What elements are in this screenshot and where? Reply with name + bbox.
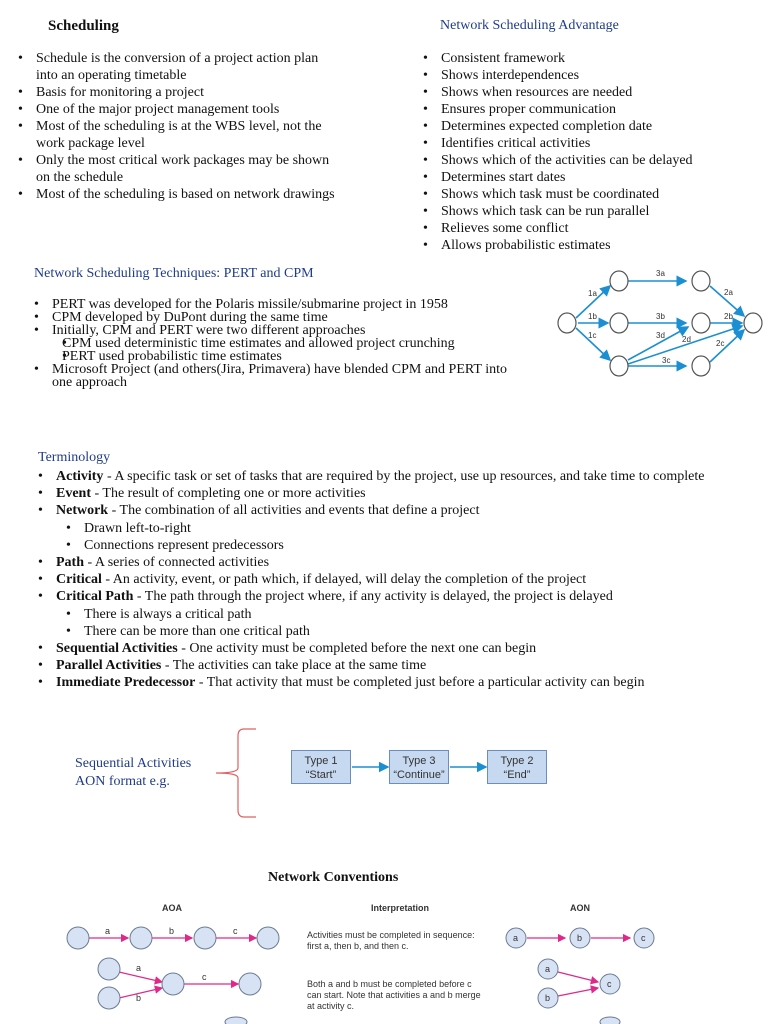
- box-type: Type 3: [402, 755, 436, 767]
- list-item: [36, 640, 766, 657]
- term: Event: [56, 486, 91, 502]
- list-item: • Consistent framework: [421, 50, 761, 67]
- term-definition: - A series of connected activities: [84, 555, 270, 571]
- conv-label: b: [169, 926, 175, 936]
- list-item: • Most of the scheduling is at the WBS level, not the work package level: [16, 118, 336, 152]
- brace: [212, 728, 258, 818]
- list-item: • Shows when resources are needed: [421, 84, 761, 101]
- term: Parallel Activities: [56, 658, 162, 674]
- terminology-title: Terminology: [38, 450, 111, 465]
- col-aon: AON: [570, 903, 590, 913]
- list-item: • Only the most critical work packages may be shown on the schedule: [16, 152, 336, 186]
- list-item: [36, 657, 766, 674]
- interp-line: Activities must be completed in sequence:: [307, 930, 475, 940]
- terminology-list: [36, 468, 766, 692]
- list-item: • Ensures proper communication: [421, 101, 761, 118]
- conventions-title: Network Conventions: [268, 870, 399, 885]
- term: Sequential Activities: [56, 641, 178, 657]
- list-item: [36, 502, 766, 519]
- term: Critical Path: [56, 589, 134, 605]
- conv-label: c: [202, 972, 207, 982]
- conv-label: c: [607, 979, 612, 989]
- network-node: [692, 356, 710, 376]
- network-edge-label: 2d: [682, 335, 691, 344]
- interp-row2: [307, 979, 481, 1012]
- sequential-label: [75, 755, 191, 791]
- list-item: • Shows which task can be run parallel: [421, 203, 761, 220]
- network-edge-label: 1b: [588, 312, 597, 321]
- conv-label: c: [641, 933, 646, 943]
- network-edge-label: 3d: [656, 331, 665, 340]
- network-edge: [628, 326, 742, 364]
- list-item: • Initially, CPM and PERT were two different approaches: [32, 324, 512, 337]
- interp-line: Both a and b must be completed before c: [307, 979, 472, 989]
- term-definition: - The combination of all activities and events that define a project: [108, 503, 480, 519]
- network-edge-label: 3a: [656, 269, 665, 278]
- conv-label: b: [545, 993, 551, 1003]
- term-definition: - An activity, event, or path which, if delayed, will delay the completion of the project: [101, 572, 587, 588]
- conv-label: c: [233, 926, 238, 936]
- conv-label: a: [513, 933, 519, 943]
- conv-label: a: [105, 926, 111, 936]
- list-item: • Connections represent predecessors: [36, 537, 766, 554]
- list-item: • Shows which of the activities can be delayed: [421, 152, 761, 169]
- term-definition: - The path through the project where, if any activity is delayed, the project is delayed: [133, 589, 613, 605]
- term-definition: - That activity that must be completed just before a particular activity can begin: [195, 675, 645, 691]
- list-item: • There can be more than one critical path: [36, 623, 766, 640]
- techniques-title: Network Scheduling Techniques: PERT and CPM: [34, 266, 314, 281]
- interp-line: can start. Note that activities a and b merge: [307, 990, 481, 1000]
- list-item: • Allows probabilistic estimates: [421, 237, 761, 254]
- list-item: • Basis for monitoring a project: [16, 84, 336, 101]
- term-definition: - One activity must be completed before the next one can begin: [177, 641, 537, 657]
- network-edge-label: 1c: [588, 331, 597, 340]
- list-item: • Shows interdependences: [421, 67, 761, 84]
- sequential-label-line: AON format e.g.: [75, 774, 170, 789]
- scheduling-title: Scheduling: [48, 18, 119, 34]
- scheduling-list: [16, 50, 336, 203]
- network-node: [610, 356, 628, 376]
- list-item: [36, 485, 766, 502]
- network-edge-label: 2c: [716, 339, 725, 348]
- advantage-list: [421, 50, 761, 254]
- sequence-arrows: [350, 760, 490, 774]
- term: Immediate Predecessor: [56, 675, 196, 691]
- list-item: • PERT was developed for the Polaris missile/submarine project in 1958: [32, 298, 512, 311]
- network-diagram: [552, 264, 766, 384]
- term: Network: [56, 503, 109, 519]
- network-edge-label: 2b: [724, 312, 733, 321]
- list-item: [36, 588, 766, 605]
- term: Path: [56, 555, 84, 571]
- list-item: • CPM used deterministic time estimates and allowed project crunching: [32, 337, 512, 350]
- col-interpretation: Interpretation: [371, 903, 430, 913]
- list-item: • One of the major project management tools: [16, 101, 336, 118]
- conv-label: b: [577, 933, 583, 943]
- network-edge-label: 2a: [724, 288, 733, 297]
- list-item: • There is always a critical path: [36, 606, 766, 623]
- list-item: [36, 468, 766, 485]
- box-type: Type 1: [304, 755, 338, 767]
- list-item: [36, 571, 766, 588]
- box-name: “End”: [503, 769, 531, 781]
- list-item: • Determines start dates: [421, 169, 761, 186]
- techniques-list: [32, 298, 512, 389]
- conv-label: b: [136, 993, 142, 1003]
- network-node: [610, 271, 628, 291]
- list-item: • Most of the scheduling is based on network drawings: [16, 186, 336, 203]
- network-node: [558, 313, 576, 333]
- list-item: • Drawn left-to-right: [36, 520, 766, 537]
- list-item: • Determines expected completion date: [421, 118, 761, 135]
- list-item: • PERT used probabilistic time estimates: [32, 350, 512, 363]
- col-aoa: AOA: [162, 903, 182, 913]
- term-definition: - The activities can take place at the same time: [161, 658, 427, 674]
- advantage-title: Network Scheduling Advantage: [440, 18, 619, 33]
- conv-label: a: [136, 963, 142, 973]
- list-item: • Relieves some conflict: [421, 220, 761, 237]
- list-item: • Schedule is the conversion of a project action plan into an operating timetable: [16, 50, 336, 84]
- box-type: Type 2: [500, 755, 534, 767]
- list-item: • Identifies critical activities: [421, 135, 761, 152]
- network-edge-label: 3b: [656, 312, 665, 321]
- list-item: • CPM developed by DuPont during the same time: [32, 311, 512, 324]
- term-definition: - A specific task or set of tasks that are required by the project, use up resources, and take time to complete: [103, 469, 705, 484]
- interp-line: at activity c.: [307, 1001, 355, 1011]
- sequence-box-start: [291, 750, 351, 784]
- network-edge-label: 3c: [662, 356, 671, 365]
- interp-line: first a, then b, and then c.: [307, 941, 409, 951]
- network-edge-label: 1a: [588, 289, 597, 298]
- term: Activity: [56, 469, 104, 484]
- sequence-box-end: [487, 750, 547, 784]
- network-node: [744, 313, 762, 333]
- list-item: [36, 674, 766, 691]
- list-item: • Shows which task must be coordinated: [421, 186, 761, 203]
- term: Critical: [56, 572, 102, 588]
- list-item: • Microsoft Project (and others(Jira, Primavera) have blended CPM and PERT into one approach: [32, 363, 512, 389]
- network-node: [692, 271, 710, 291]
- conv-label: a: [545, 964, 551, 974]
- box-name: “Continue”: [393, 769, 445, 781]
- network-node: [692, 313, 710, 333]
- list-item: [36, 554, 766, 571]
- network-node: [610, 313, 628, 333]
- interp-row1: [307, 930, 475, 952]
- sequential-label-line: Sequential Activities: [75, 756, 192, 771]
- term-definition: - The result of completing one or more activities: [91, 486, 366, 502]
- box-name: “Start”: [305, 769, 337, 781]
